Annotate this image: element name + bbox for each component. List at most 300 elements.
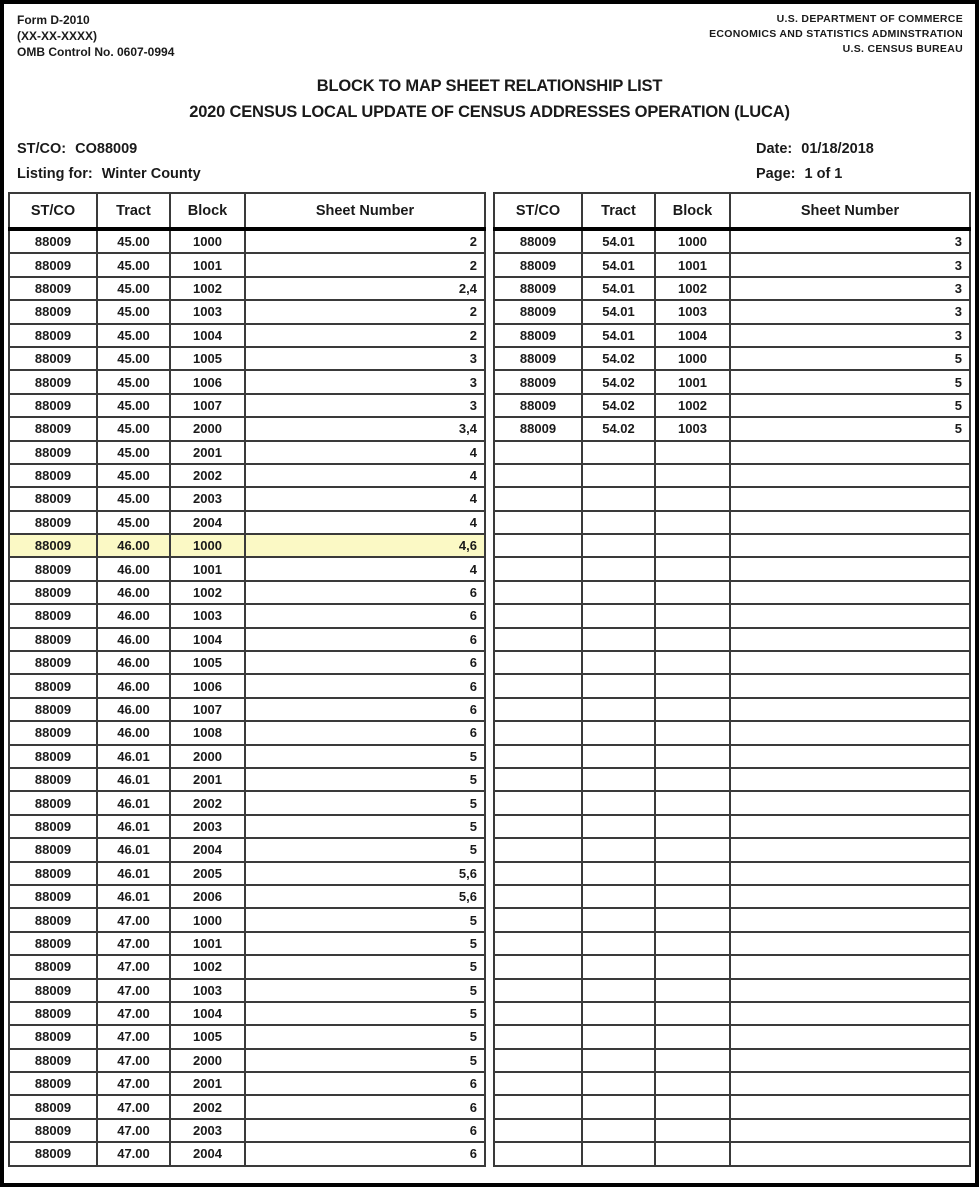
table-row-empty [494, 698, 970, 721]
cell-stco [494, 441, 582, 464]
table-row [494, 370, 970, 393]
cell-stco: 88009 [9, 487, 97, 510]
cell-sheet [730, 745, 970, 768]
cell-sheet [730, 838, 970, 861]
cell-sheet: 5 [245, 1002, 485, 1025]
table-row [9, 557, 485, 580]
cell-block [655, 1002, 730, 1025]
cell-sheet [730, 1095, 970, 1118]
cell-sheet [730, 908, 970, 931]
cell-stco [494, 768, 582, 791]
cell-tract [582, 1072, 655, 1095]
cell-stco [494, 908, 582, 931]
cell-sheet [730, 885, 970, 908]
cell-block: 2004 [170, 838, 245, 861]
cell-tract [582, 955, 655, 978]
cell-stco: 88009 [9, 1002, 97, 1025]
table-row [494, 324, 970, 347]
cell-block: 1002 [170, 581, 245, 604]
cell-tract [582, 979, 655, 1002]
form-date-placeholder: (XX-XX-XXXX) [17, 29, 98, 43]
cell-sheet [730, 979, 970, 1002]
cell-tract: 54.01 [582, 300, 655, 323]
table-row-empty [494, 838, 970, 861]
cell-block: 1003 [655, 300, 730, 323]
cell-sheet: 3 [730, 324, 970, 347]
cell-tract [582, 908, 655, 931]
cell-stco: 88009 [494, 300, 582, 323]
table-row [9, 253, 485, 276]
cell-tract: 46.01 [97, 791, 170, 814]
cell-block: 1002 [655, 277, 730, 300]
cell-tract: 47.00 [97, 1142, 170, 1165]
cell-stco [494, 979, 582, 1002]
table-row [494, 300, 970, 323]
cell-stco [494, 1119, 582, 1142]
table-header-row [9, 193, 485, 229]
cell-sheet: 6 [245, 604, 485, 627]
listing-for-field [17, 162, 201, 187]
cell-tract: 45.00 [97, 464, 170, 487]
cell-block: 1005 [170, 1025, 245, 1048]
cell-tract: 54.01 [582, 253, 655, 276]
cell-stco [494, 1095, 582, 1118]
cell-block: 1001 [170, 253, 245, 276]
cell-stco [494, 721, 582, 744]
cell-stco [494, 534, 582, 557]
cell-sheet: 3 [245, 370, 485, 393]
cell-tract [582, 534, 655, 557]
cell-tract [582, 932, 655, 955]
table-row [9, 932, 485, 955]
cell-stco [494, 651, 582, 674]
cell-stco: 88009 [494, 277, 582, 300]
cell-tract: 45.00 [97, 511, 170, 534]
cell-stco [494, 1072, 582, 1095]
date-value: 01/18/2018 [801, 141, 874, 157]
cell-sheet [730, 1119, 970, 1142]
stco-label: ST/CO: [17, 141, 67, 157]
cell-block [655, 932, 730, 955]
cell-stco: 88009 [494, 347, 582, 370]
cell-tract [582, 838, 655, 861]
cell-tract: 47.00 [97, 1025, 170, 1048]
cell-tract: 47.00 [97, 1049, 170, 1072]
cell-tract [582, 628, 655, 651]
cell-block [655, 908, 730, 931]
table-row [9, 838, 485, 861]
cell-sheet: 5 [730, 417, 970, 440]
column-header-block: Block [170, 193, 245, 229]
cell-sheet: 6 [245, 698, 485, 721]
cell-stco: 88009 [9, 698, 97, 721]
cell-sheet: 6 [245, 1072, 485, 1095]
cell-stco: 88009 [9, 324, 97, 347]
table-row [494, 417, 970, 440]
cell-sheet: 5 [245, 791, 485, 814]
table-row [9, 394, 485, 417]
cell-block [655, 1119, 730, 1142]
cell-block [655, 651, 730, 674]
cell-stco: 88009 [494, 417, 582, 440]
table-row-empty [494, 487, 970, 510]
cell-stco: 88009 [9, 862, 97, 885]
cell-sheet: 4 [245, 557, 485, 580]
cell-block [655, 698, 730, 721]
cell-stco [494, 557, 582, 580]
omb-control-number: OMB Control No. 0607-0994 [17, 45, 175, 59]
table-row [9, 908, 485, 931]
cell-block: 1004 [170, 628, 245, 651]
table-row-empty [494, 674, 970, 697]
table-row-empty [494, 745, 970, 768]
cell-sheet: 5 [245, 1025, 485, 1048]
cell-sheet: 6 [245, 1142, 485, 1165]
table-row-empty [494, 651, 970, 674]
page-header [4, 4, 975, 60]
cell-sheet [730, 511, 970, 534]
cell-tract [582, 604, 655, 627]
cell-tract [582, 1095, 655, 1118]
cell-stco: 88009 [9, 1095, 97, 1118]
cell-sheet [730, 464, 970, 487]
cell-sheet: 2 [245, 300, 485, 323]
cell-stco: 88009 [9, 651, 97, 674]
table-row [494, 277, 970, 300]
cell-stco [494, 628, 582, 651]
cell-tract: 46.01 [97, 838, 170, 861]
column-header-block: Block [655, 193, 730, 229]
listing-for-value: Winter County [101, 166, 201, 182]
meta-row-2 [17, 162, 961, 187]
cell-block [655, 1072, 730, 1095]
cell-stco [494, 885, 582, 908]
cell-block: 2004 [170, 1142, 245, 1165]
cell-tract: 45.00 [97, 370, 170, 393]
cell-block: 2002 [170, 791, 245, 814]
cell-block [655, 511, 730, 534]
cell-tract: 47.00 [97, 1072, 170, 1095]
cell-block [655, 838, 730, 861]
column-header-tract: Tract [97, 193, 170, 229]
cell-block: 1000 [170, 908, 245, 931]
cell-block: 1004 [170, 1002, 245, 1025]
table-row-empty [494, 885, 970, 908]
cell-block: 2001 [170, 768, 245, 791]
cell-stco: 88009 [9, 604, 97, 627]
cell-block: 1008 [170, 721, 245, 744]
cell-tract: 46.01 [97, 815, 170, 838]
cell-tract [582, 791, 655, 814]
cell-block: 1002 [170, 955, 245, 978]
cell-stco: 88009 [9, 908, 97, 931]
cell-block [655, 815, 730, 838]
cell-sheet: 2 [245, 229, 485, 253]
cell-tract: 47.00 [97, 1002, 170, 1025]
cell-block [655, 464, 730, 487]
table-row-empty [494, 1072, 970, 1095]
relationship-table-left [8, 192, 486, 1167]
cell-tract: 45.00 [97, 347, 170, 370]
cell-tract [582, 745, 655, 768]
cell-stco: 88009 [494, 370, 582, 393]
table-row [494, 253, 970, 276]
agency-block [709, 12, 963, 60]
cell-sheet: 6 [245, 581, 485, 604]
cell-block [655, 1049, 730, 1072]
cell-tract: 47.00 [97, 1119, 170, 1142]
cell-stco [494, 674, 582, 697]
cell-sheet [730, 1142, 970, 1165]
cell-tract [582, 862, 655, 885]
cell-sheet: 3 [730, 277, 970, 300]
cell-block [655, 674, 730, 697]
table-row-empty [494, 1049, 970, 1072]
cell-stco: 88009 [9, 838, 97, 861]
table-row-empty [494, 721, 970, 744]
cell-sheet: 4 [245, 511, 485, 534]
cell-block: 1000 [170, 229, 245, 253]
cell-tract: 46.00 [97, 604, 170, 627]
table-row [9, 300, 485, 323]
cell-sheet [730, 557, 970, 580]
cell-sheet [730, 674, 970, 697]
cell-sheet: 2 [245, 324, 485, 347]
cell-block [655, 487, 730, 510]
cell-block [655, 557, 730, 580]
agency-line-esa: ECONOMICS AND STATISTICS ADMINSTRATION [709, 28, 963, 40]
cell-stco: 88009 [9, 417, 97, 440]
cell-sheet: 6 [245, 1119, 485, 1142]
cell-sheet: 5 [730, 394, 970, 417]
stco-value: CO88009 [75, 141, 138, 157]
cell-sheet: 5 [245, 932, 485, 955]
cell-tract [582, 511, 655, 534]
cell-stco [494, 862, 582, 885]
table-row-empty [494, 932, 970, 955]
table-row-empty [494, 628, 970, 651]
table-row [9, 347, 485, 370]
table-row [494, 347, 970, 370]
cell-stco [494, 1049, 582, 1072]
cell-sheet: 5 [245, 1049, 485, 1072]
page-number-label: Page: [756, 166, 796, 182]
table-row [9, 1142, 485, 1165]
cell-stco [494, 581, 582, 604]
table-row-empty [494, 581, 970, 604]
cell-block: 1002 [170, 277, 245, 300]
cell-tract: 54.02 [582, 417, 655, 440]
table-row-highlighted [9, 534, 485, 557]
table-row-empty [494, 791, 970, 814]
cell-sheet [730, 698, 970, 721]
cell-tract: 45.00 [97, 253, 170, 276]
cell-sheet: 4 [245, 487, 485, 510]
cell-block: 1001 [655, 253, 730, 276]
table-row [9, 651, 485, 674]
table-row [9, 862, 485, 885]
table-row-empty [494, 955, 970, 978]
table-row-empty [494, 1002, 970, 1025]
cell-block: 1003 [655, 417, 730, 440]
cell-stco [494, 698, 582, 721]
cell-tract [582, 1049, 655, 1072]
table-row [9, 370, 485, 393]
cell-block: 1002 [655, 394, 730, 417]
column-header-stco: ST/CO [9, 193, 97, 229]
cell-tract: 47.00 [97, 979, 170, 1002]
cell-stco: 88009 [9, 791, 97, 814]
cell-stco: 88009 [9, 628, 97, 651]
cell-tract: 45.00 [97, 394, 170, 417]
cell-tract: 46.01 [97, 745, 170, 768]
table-row-empty [494, 464, 970, 487]
cell-sheet: 5 [245, 838, 485, 861]
cell-block: 1000 [170, 534, 245, 557]
column-header-sheet-number: Sheet Number [245, 193, 485, 229]
cell-sheet: 5 [245, 908, 485, 931]
cell-stco: 88009 [9, 768, 97, 791]
cell-tract: 46.01 [97, 885, 170, 908]
cell-stco: 88009 [9, 885, 97, 908]
cell-stco [494, 1142, 582, 1165]
table-row [9, 698, 485, 721]
cell-tract [582, 885, 655, 908]
cell-tract [582, 674, 655, 697]
cell-tract: 54.01 [582, 324, 655, 347]
cell-tract [582, 721, 655, 744]
cell-tract [582, 1142, 655, 1165]
cell-sheet [730, 441, 970, 464]
cell-tract [582, 441, 655, 464]
cell-tract: 47.00 [97, 955, 170, 978]
cell-sheet: 3 [730, 300, 970, 323]
table-row-empty [494, 862, 970, 885]
cell-block: 1003 [170, 979, 245, 1002]
cell-block: 1005 [170, 347, 245, 370]
table-header-row [494, 193, 970, 229]
cell-tract: 46.00 [97, 557, 170, 580]
cell-block: 1001 [170, 557, 245, 580]
cell-tract: 46.00 [97, 698, 170, 721]
cell-tract [582, 557, 655, 580]
table-row [494, 229, 970, 253]
cell-block: 2003 [170, 815, 245, 838]
cell-stco [494, 487, 582, 510]
table-row-empty [494, 1119, 970, 1142]
table-row [9, 674, 485, 697]
cell-tract: 47.00 [97, 932, 170, 955]
cell-tract: 45.00 [97, 300, 170, 323]
cell-tract [582, 651, 655, 674]
cell-tract: 45.00 [97, 417, 170, 440]
cell-tract: 54.01 [582, 229, 655, 253]
table-row-empty [494, 908, 970, 931]
cell-sheet: 5 [245, 979, 485, 1002]
form-number: Form D-2010 [17, 13, 90, 27]
cell-sheet: 5 [730, 347, 970, 370]
cell-stco: 88009 [494, 229, 582, 253]
cell-sheet: 4 [245, 464, 485, 487]
table-row-empty [494, 1142, 970, 1165]
cell-block: 2005 [170, 862, 245, 885]
cell-stco: 88009 [9, 511, 97, 534]
cell-stco: 88009 [9, 1072, 97, 1095]
cell-tract [582, 768, 655, 791]
cell-stco: 88009 [9, 253, 97, 276]
cell-block [655, 721, 730, 744]
table-row-empty [494, 441, 970, 464]
cell-block: 2006 [170, 885, 245, 908]
cell-sheet: 5 [730, 370, 970, 393]
table-row [9, 511, 485, 534]
table-row-empty [494, 557, 970, 580]
cell-block: 1004 [170, 324, 245, 347]
cell-stco: 88009 [9, 745, 97, 768]
cell-sheet [730, 791, 970, 814]
document-title [4, 73, 975, 125]
cell-block: 2002 [170, 1095, 245, 1118]
table-row-empty [494, 534, 970, 557]
cell-sheet [730, 534, 970, 557]
form-id-block [17, 12, 174, 60]
agency-line-census: U.S. CENSUS BUREAU [842, 43, 963, 55]
block-to-sheet-tables [4, 187, 975, 1167]
table-row [9, 1049, 485, 1072]
cell-block [655, 745, 730, 768]
cell-sheet: 5,6 [245, 862, 485, 885]
table-row-empty [494, 979, 970, 1002]
cell-stco: 88009 [9, 932, 97, 955]
cell-block: 2000 [170, 1049, 245, 1072]
table-row [9, 277, 485, 300]
cell-tract: 45.00 [97, 277, 170, 300]
cell-block: 2003 [170, 487, 245, 510]
cell-sheet: 4 [245, 441, 485, 464]
cell-block: 2001 [170, 441, 245, 464]
cell-stco: 88009 [9, 979, 97, 1002]
cell-tract: 45.00 [97, 487, 170, 510]
title-line-2: 2020 CENSUS LOCAL UPDATE OF CENSUS ADDRESSES OPERATION (LUCA) [189, 103, 790, 121]
cell-block [655, 1025, 730, 1048]
cell-block: 1006 [170, 674, 245, 697]
cell-stco: 88009 [9, 557, 97, 580]
cell-tract: 45.00 [97, 324, 170, 347]
cell-stco [494, 745, 582, 768]
cell-block: 2002 [170, 464, 245, 487]
cell-block [655, 862, 730, 885]
cell-stco [494, 791, 582, 814]
cell-stco: 88009 [9, 955, 97, 978]
cell-block [655, 791, 730, 814]
cell-stco [494, 1002, 582, 1025]
cell-stco: 88009 [494, 324, 582, 347]
cell-block: 2000 [170, 745, 245, 768]
stco-field [17, 137, 137, 162]
cell-sheet [730, 1049, 970, 1072]
cell-sheet [730, 955, 970, 978]
page-number-field [756, 162, 961, 187]
cell-sheet: 5 [245, 768, 485, 791]
cell-sheet [730, 932, 970, 955]
column-header-stco: ST/CO [494, 193, 582, 229]
relationship-table-right [493, 192, 971, 1167]
cell-sheet [730, 815, 970, 838]
cell-stco: 88009 [9, 1142, 97, 1165]
cell-block: 1005 [170, 651, 245, 674]
cell-block: 1007 [170, 394, 245, 417]
cell-block: 1003 [170, 300, 245, 323]
